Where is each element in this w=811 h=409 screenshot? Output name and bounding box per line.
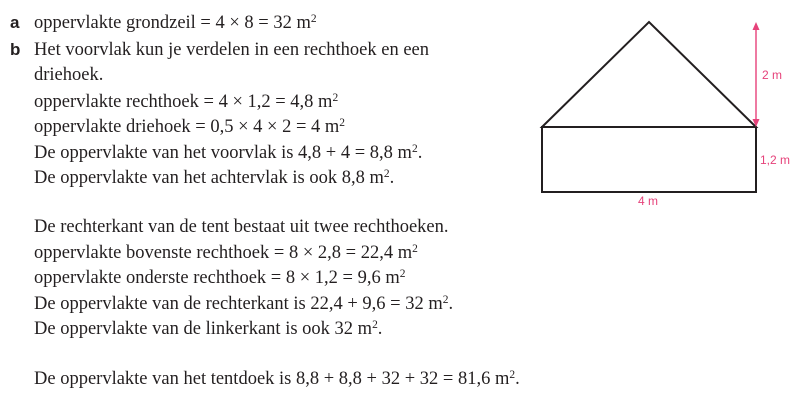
answer-a-marker: a [10, 13, 20, 32]
roof-triangle [542, 22, 756, 127]
front-area-line: De oppervlakte van het voorvlak is 4,8 + 4 = 8,8 $m^2$. [34, 142, 423, 163]
tent-outline [542, 22, 756, 192]
right-side-area-line: De oppervlakte van de rechterkant is 22,4 + 9,6 = 32 $m^2$. [34, 293, 454, 314]
wall-rectangle [542, 127, 756, 192]
total-area-line: De oppervlakte van het tentdoek is 8,8 + 8,8 + 32 + 32 = 81,6 $m^2$. [34, 368, 520, 389]
answer-b-intro-1: Het voorvlak kun je verdelen in een rechthoek en een [34, 40, 430, 60]
lower-rectangle-line: oppervlakte onderste rechthoek = 8 × 1,2 = 9,6 $m^2$ [34, 267, 406, 288]
answer-b-intro-2: driehoek. [34, 65, 104, 85]
wall-height-label: 1,2 m [760, 153, 791, 167]
answer-b-marker: b [10, 40, 21, 59]
right-side-intro: De rechterkant van de tent bestaat uit twee rechthoeken. [34, 217, 449, 237]
upper-rectangle-line: oppervlakte bovenste rechthoek = 8 × 2,8 = 22,4 $m^2$ [34, 242, 418, 263]
triangle-area-line: oppervlakte driehoek = 0,5 × 4 × 2 = 4 $m^2$ [34, 116, 346, 137]
width-label: 4 m [638, 194, 659, 208]
roof-height-label: 2 m [762, 68, 783, 82]
answer-a-line: oppervlakte grondzeil = 4 × 8 = 32 $m^2$ [34, 12, 317, 33]
back-area-line: De oppervlakte van het achtervlak is ook 8,8 $m^2$. [34, 167, 395, 188]
roof-height-arrow [753, 22, 760, 127]
rectangle-area-line: oppervlakte rechthoek = 4 × 1,2 = 4,8 $m^2$ [34, 91, 339, 112]
left-side-area-line: De oppervlakte van de linkerkant is ook 32 $m^2$. [34, 318, 383, 339]
